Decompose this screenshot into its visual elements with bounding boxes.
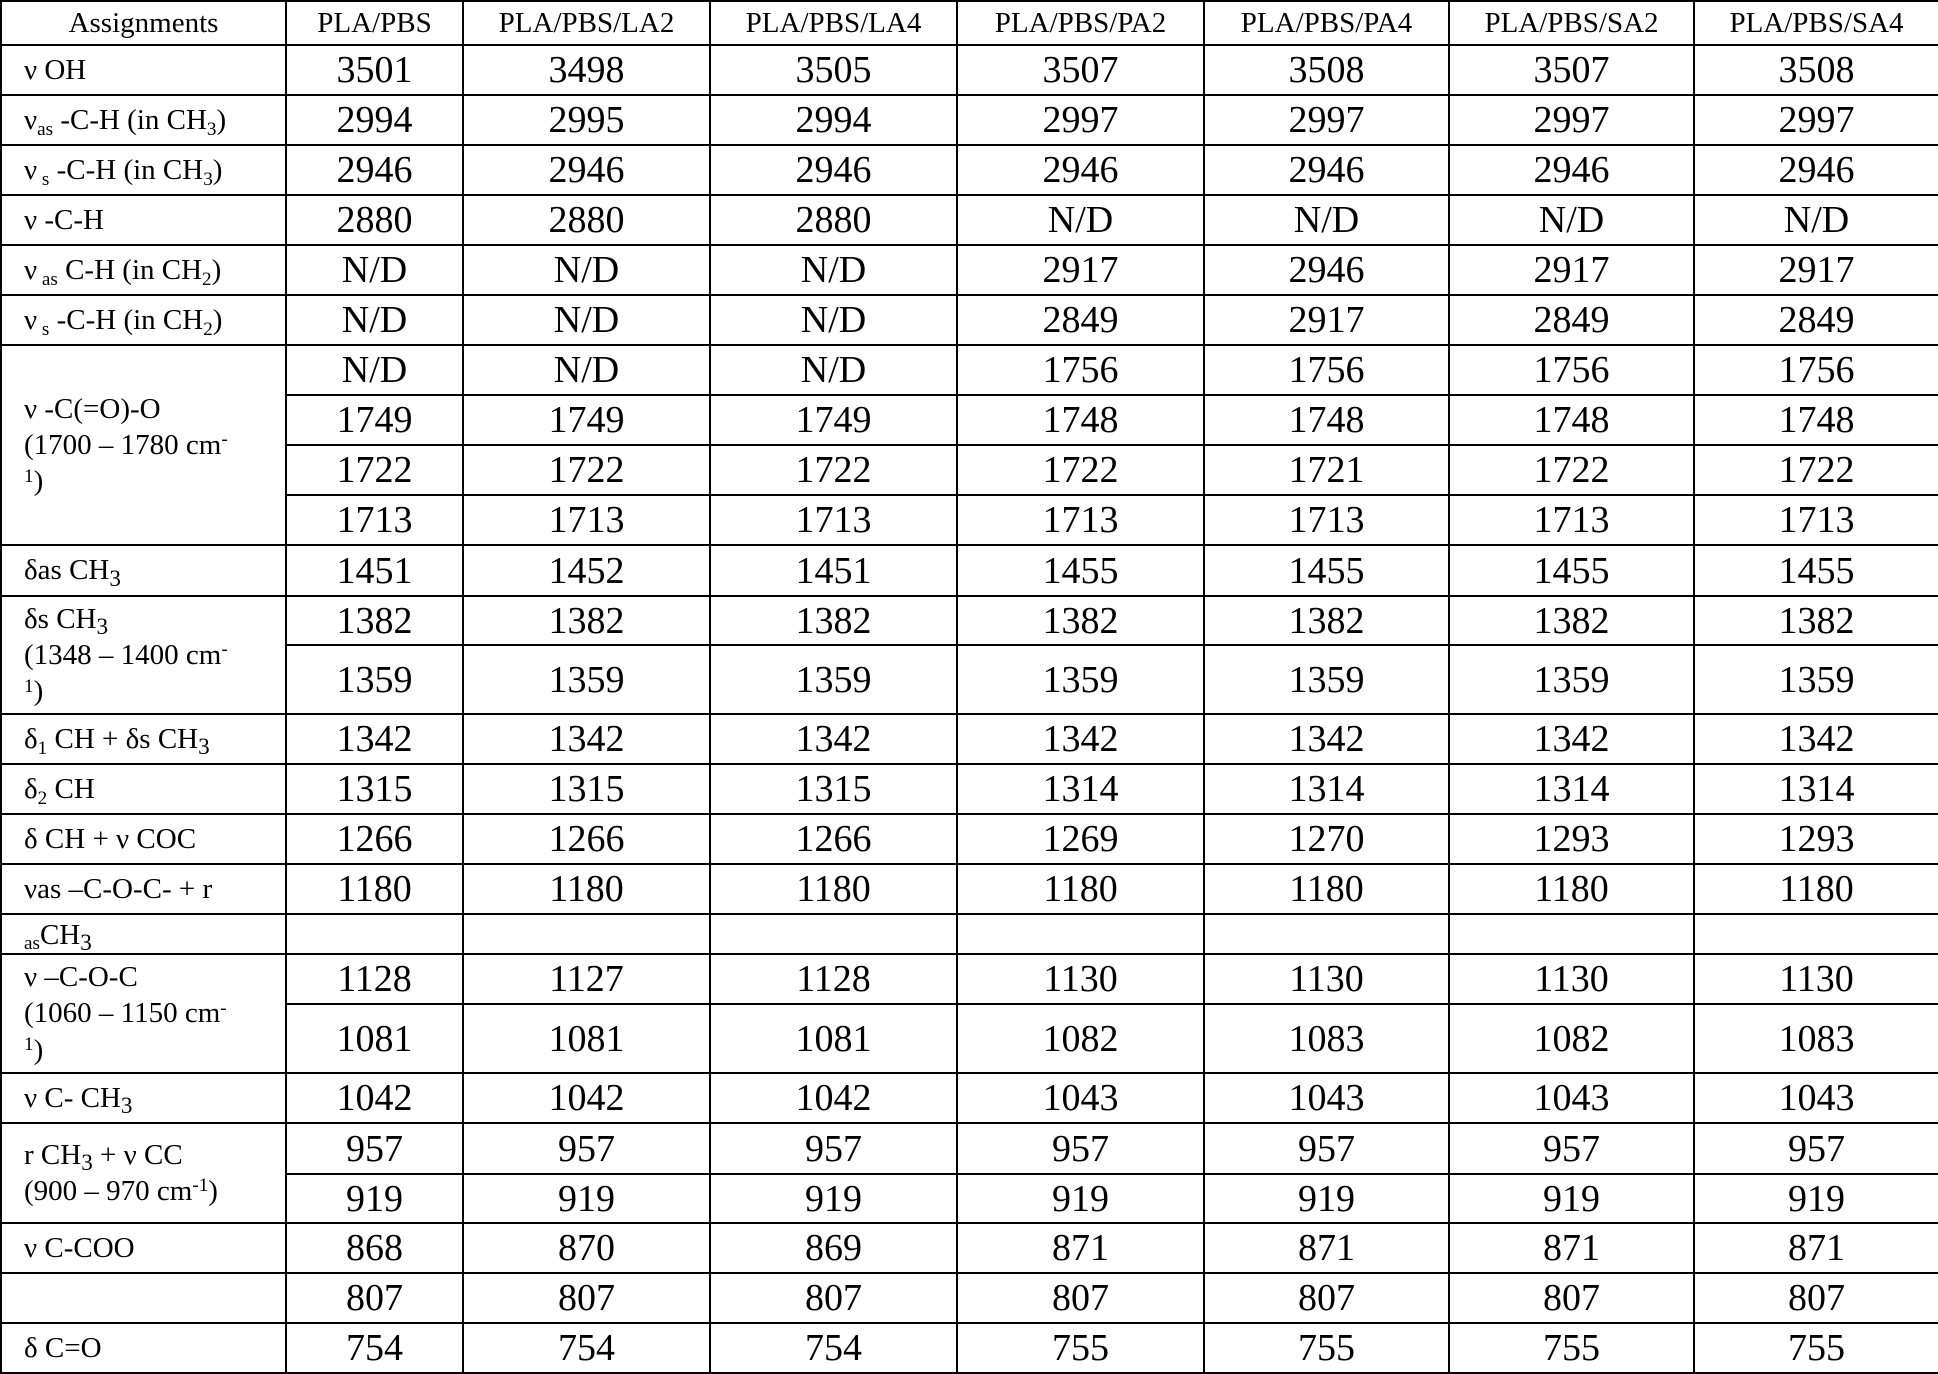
cell-pla-pbs-sa4: 1713	[1694, 495, 1938, 545]
cell-pla-pbs: N/D	[286, 245, 463, 295]
cell-pla-pbs-sa2: 919	[1449, 1174, 1694, 1223]
cell-pla-pbs-la2: N/D	[463, 345, 710, 395]
cell-pla-pbs-sa2: 1082	[1449, 1004, 1694, 1073]
cell-pla-pbs-sa2: 871	[1449, 1223, 1694, 1273]
cell-pla-pbs-la2: N/D	[463, 245, 710, 295]
cell-pla-pbs-sa4: 2997	[1694, 95, 1938, 145]
cell-pla-pbs-sa4: 957	[1694, 1123, 1938, 1174]
cell-pla-pbs-la2: 2995	[463, 95, 710, 145]
header-pla-pbs-sa4: PLA/PBS/SA4	[1694, 1, 1938, 45]
cell-pla-pbs: 754	[286, 1323, 463, 1373]
cell-pla-pbs-sa2: 2849	[1449, 295, 1694, 345]
cell-pla-pbs-la2: 2946	[463, 145, 710, 195]
cell-pla-pbs-sa4: 1756	[1694, 345, 1938, 395]
cell-pla-pbs: 919	[286, 1174, 463, 1223]
cell-pla-pbs-la2: 1713	[463, 495, 710, 545]
cell-pla-pbs-la4: N/D	[710, 295, 957, 345]
cell-pla-pbs-la4: 919	[710, 1174, 957, 1223]
cell-pla-pbs-pa2: 807	[957, 1273, 1204, 1323]
cell-pla-pbs-la2: 1127	[463, 954, 710, 1004]
cell-pla-pbs-pa2: 2917	[957, 245, 1204, 295]
table-row	[1, 1123, 1938, 1174]
cell-pla-pbs-pa2: 755	[957, 1323, 1204, 1373]
header-pla-pbs-la2: PLA/PBS/LA2	[463, 1, 710, 45]
assignment-cell: νas –C-O-C- + r	[1, 864, 286, 914]
cell-pla-pbs-la4: 1722	[710, 445, 957, 495]
cell-pla-pbs: 868	[286, 1223, 463, 1273]
cell-pla-pbs-pa4: 1180	[1204, 864, 1449, 914]
assignment-cell: ν -C(=O)-O (1700 – 1780 cm- $^1$)	[1, 345, 286, 545]
cell-pla-pbs-la2: 1749	[463, 395, 710, 445]
cell-pla-pbs-pa2: 1342	[957, 714, 1204, 764]
table-row	[1, 1223, 1938, 1273]
assignment-cell: ν OH	[1, 45, 286, 95]
assignment-cell: ν –C-O-C (1060 – 1150 cm- $^1$)	[1, 954, 286, 1073]
cell-pla-pbs-pa2: N/D	[957, 195, 1204, 245]
cell-pla-pbs-sa2: 1722	[1449, 445, 1694, 495]
cell-pla-pbs-la2: 1180	[463, 864, 710, 914]
cell-pla-pbs-la4: 3505	[710, 45, 957, 95]
cell-pla-pbs-la2	[463, 914, 710, 954]
cell-pla-pbs-pa4: 1382	[1204, 596, 1449, 645]
cell-pla-pbs-sa4: 1293	[1694, 814, 1938, 864]
cell-pla-pbs-pa4: 919	[1204, 1174, 1449, 1223]
table-row	[1, 714, 1938, 764]
table-row	[1, 1004, 1938, 1073]
cell-pla-pbs-la2: 1342	[463, 714, 710, 764]
assignment-cell: δ1 CH + δs $CH_3$	[1, 714, 286, 764]
header-pla-pbs-la4: PLA/PBS/LA4	[710, 1, 957, 45]
cell-pla-pbs-la2: 1266	[463, 814, 710, 864]
cell-pla-pbs-la2: 1359	[463, 645, 710, 714]
cell-pla-pbs-pa4: 1721	[1204, 445, 1449, 495]
cell-pla-pbs: 1342	[286, 714, 463, 764]
table-row	[1, 645, 1938, 714]
cell-pla-pbs-sa4: 1342	[1694, 714, 1938, 764]
cell-pla-pbs-la4: 1081	[710, 1004, 957, 1073]
table-row	[1, 295, 1938, 345]
table-row	[1, 864, 1938, 914]
cell-pla-pbs-sa2: 1293	[1449, 814, 1694, 864]
cell-pla-pbs-pa4: 2997	[1204, 95, 1449, 145]
table-row	[1, 545, 1938, 596]
cell-pla-pbs-pa2: 1756	[957, 345, 1204, 395]
table-row	[1, 914, 1938, 954]
cell-pla-pbs-la4: 1713	[710, 495, 957, 545]
table-row	[1, 195, 1938, 245]
cell-pla-pbs: 1749	[286, 395, 463, 445]
table-row	[1, 764, 1938, 814]
cell-pla-pbs-pa2: 1359	[957, 645, 1204, 714]
cell-pla-pbs-la2: 870	[463, 1223, 710, 1273]
table-row	[1, 45, 1938, 95]
table-row	[1, 445, 1938, 495]
cell-pla-pbs-sa2: 957	[1449, 1123, 1694, 1174]
cell-pla-pbs-sa2: 1314	[1449, 764, 1694, 814]
cell-pla-pbs-pa4: 1748	[1204, 395, 1449, 445]
cell-pla-pbs-pa4: 1043	[1204, 1073, 1449, 1123]
cell-pla-pbs-pa2: 1314	[957, 764, 1204, 814]
cell-pla-pbs-sa2: 3507	[1449, 45, 1694, 95]
cell-pla-pbs-pa2: 1722	[957, 445, 1204, 495]
assignment-cell: ν s -C-H (in CH3)	[1, 145, 286, 195]
cell-pla-pbs-pa2: 957	[957, 1123, 1204, 1174]
cell-pla-pbs-pa2: 1713	[957, 495, 1204, 545]
cell-pla-pbs-pa2: 2849	[957, 295, 1204, 345]
cell-pla-pbs-la2: 919	[463, 1174, 710, 1223]
cell-pla-pbs-la4: N/D	[710, 345, 957, 395]
cell-pla-pbs: 1713	[286, 495, 463, 545]
cell-pla-pbs-pa4: 2946	[1204, 145, 1449, 195]
table-row	[1, 395, 1938, 445]
cell-pla-pbs-sa4: 755	[1694, 1323, 1938, 1373]
cell-pla-pbs-sa4: 1130	[1694, 954, 1938, 1004]
cell-pla-pbs-pa2	[957, 914, 1204, 954]
assignment-cell: r $CH_3 + \nu$ CC (900 – 970 $cm^{-1}$)	[1, 1123, 286, 1223]
cell-pla-pbs-pa2: 1748	[957, 395, 1204, 445]
assignment-cell: ν C-COO	[1, 1223, 286, 1273]
cell-pla-pbs-sa2: N/D	[1449, 195, 1694, 245]
cell-pla-pbs-pa4: 1713	[1204, 495, 1449, 545]
cell-pla-pbs-pa4: 1270	[1204, 814, 1449, 864]
cell-pla-pbs-la4: 807	[710, 1273, 957, 1323]
cell-pla-pbs-la2: 1081	[463, 1004, 710, 1073]
cell-pla-pbs-sa2	[1449, 914, 1694, 954]
cell-pla-pbs: 1722	[286, 445, 463, 495]
assignment-cell: δ C=O	[1, 1323, 286, 1373]
cell-pla-pbs-la2: 957	[463, 1123, 710, 1174]
cell-pla-pbs-sa4: 1748	[1694, 395, 1938, 445]
table-row	[1, 814, 1938, 864]
cell-pla-pbs-pa4: 1756	[1204, 345, 1449, 395]
table-row	[1, 954, 1938, 1004]
cell-pla-pbs: 957	[286, 1123, 463, 1174]
cell-pla-pbs-la4: 754	[710, 1323, 957, 1373]
cell-pla-pbs-sa2: 1130	[1449, 954, 1694, 1004]
cell-pla-pbs: 1081	[286, 1004, 463, 1073]
cell-pla-pbs-la2: 1315	[463, 764, 710, 814]
cell-pla-pbs-pa2: 1082	[957, 1004, 1204, 1073]
assignment-cell: δ CH + ν COC	[1, 814, 286, 864]
cell-pla-pbs-la2: 754	[463, 1323, 710, 1373]
cell-pla-pbs-la4: 2994	[710, 95, 957, 145]
cell-pla-pbs-sa4: 919	[1694, 1174, 1938, 1223]
cell-pla-pbs-pa4: 1342	[1204, 714, 1449, 764]
cell-pla-pbs-la4: 1128	[710, 954, 957, 1004]
cell-pla-pbs-pa2: 2997	[957, 95, 1204, 145]
cell-pla-pbs: 1359	[286, 645, 463, 714]
cell-pla-pbs-la2: 1382	[463, 596, 710, 645]
table-row	[1, 245, 1938, 295]
cell-pla-pbs-sa2: 1748	[1449, 395, 1694, 445]
cell-pla-pbs-sa2: 755	[1449, 1323, 1694, 1373]
table-row	[1, 145, 1938, 195]
cell-pla-pbs-la4: 1359	[710, 645, 957, 714]
cell-pla-pbs-pa4	[1204, 914, 1449, 954]
cell-pla-pbs-sa4: 1314	[1694, 764, 1938, 814]
cell-pla-pbs-la4: 1749	[710, 395, 957, 445]
cell-pla-pbs-pa4: 755	[1204, 1323, 1449, 1373]
cell-pla-pbs-pa2: 919	[957, 1174, 1204, 1223]
cell-pla-pbs-pa4: 1359	[1204, 645, 1449, 714]
cell-pla-pbs: 1451	[286, 545, 463, 596]
assignment-cell: νas -C-H (in CH3)	[1, 95, 286, 145]
cell-pla-pbs: 1266	[286, 814, 463, 864]
cell-pla-pbs-pa4: 1083	[1204, 1004, 1449, 1073]
cell-pla-pbs-sa4: 2946	[1694, 145, 1938, 195]
cell-pla-pbs-sa4: 1455	[1694, 545, 1938, 596]
cell-pla-pbs-la2: 1452	[463, 545, 710, 596]
cell-pla-pbs-pa2: 1130	[957, 954, 1204, 1004]
cell-pla-pbs-pa2: 1043	[957, 1073, 1204, 1123]
header-pla-pbs: PLA/PBS	[286, 1, 463, 45]
cell-pla-pbs-sa4: 1043	[1694, 1073, 1938, 1123]
table-row	[1, 596, 1938, 645]
cell-pla-pbs: 3501	[286, 45, 463, 95]
cell-pla-pbs-sa4: 2849	[1694, 295, 1938, 345]
cell-pla-pbs-sa4: 1722	[1694, 445, 1938, 495]
cell-pla-pbs-la2: 807	[463, 1273, 710, 1323]
cell-pla-pbs-pa2: 1269	[957, 814, 1204, 864]
cell-pla-pbs-pa4: 3508	[1204, 45, 1449, 95]
assignment-cell: δ2 CH	[1, 764, 286, 814]
assignment-cell	[1, 1273, 286, 1323]
cell-pla-pbs-sa2: 1342	[1449, 714, 1694, 764]
cell-pla-pbs-sa2: 2946	[1449, 145, 1694, 195]
cell-pla-pbs-sa4: 1180	[1694, 864, 1938, 914]
cell-pla-pbs-sa2: 1043	[1449, 1073, 1694, 1123]
cell-pla-pbs-sa4: 807	[1694, 1273, 1938, 1323]
header-assignments: Assignments	[1, 1, 286, 45]
cell-pla-pbs-pa2: 871	[957, 1223, 1204, 1273]
cell-pla-pbs-pa4: 807	[1204, 1273, 1449, 1323]
header-pla-pbs-pa2: PLA/PBS/PA2	[957, 1, 1204, 45]
assignment-cell: ν C- $CH_3$	[1, 1073, 286, 1123]
cell-pla-pbs-pa4: 1314	[1204, 764, 1449, 814]
cell-pla-pbs-pa2: 2946	[957, 145, 1204, 195]
cell-pla-pbs-pa2: 1180	[957, 864, 1204, 914]
cell-pla-pbs-la4: 1382	[710, 596, 957, 645]
cell-pla-pbs-la4: 957	[710, 1123, 957, 1174]
cell-pla-pbs-pa4: 957	[1204, 1123, 1449, 1174]
table-row	[1, 95, 1938, 145]
cell-pla-pbs-sa2: 1359	[1449, 645, 1694, 714]
cell-pla-pbs-la4	[710, 914, 957, 954]
cell-pla-pbs-la4: 869	[710, 1223, 957, 1273]
cell-pla-pbs-pa4: 2946	[1204, 245, 1449, 295]
cell-pla-pbs-la2: N/D	[463, 295, 710, 345]
cell-pla-pbs: 1128	[286, 954, 463, 1004]
cell-pla-pbs-pa2: 3507	[957, 45, 1204, 95]
cell-pla-pbs: 1382	[286, 596, 463, 645]
cell-pla-pbs-pa4: 1130	[1204, 954, 1449, 1004]
assignment-cell: asCH$_3$	[1, 914, 286, 954]
cell-pla-pbs-sa2: 1455	[1449, 545, 1694, 596]
cell-pla-pbs-sa4: 1083	[1694, 1004, 1938, 1073]
assignment-cell: δas $CH_3$	[1, 545, 286, 596]
cell-pla-pbs-la4: 1180	[710, 864, 957, 914]
cell-pla-pbs-la4: 1315	[710, 764, 957, 814]
cell-pla-pbs-pa4: 871	[1204, 1223, 1449, 1273]
table-row	[1, 1073, 1938, 1123]
cell-pla-pbs-la4: N/D	[710, 245, 957, 295]
cell-pla-pbs: 807	[286, 1273, 463, 1323]
cell-pla-pbs-sa2: 2997	[1449, 95, 1694, 145]
cell-pla-pbs: N/D	[286, 295, 463, 345]
cell-pla-pbs-sa2: 807	[1449, 1273, 1694, 1323]
cell-pla-pbs-la2: 1722	[463, 445, 710, 495]
cell-pla-pbs-pa4: 1455	[1204, 545, 1449, 596]
cell-pla-pbs-la2: 1042	[463, 1073, 710, 1123]
cell-pla-pbs-sa4	[1694, 914, 1938, 954]
cell-pla-pbs-la2: 2880	[463, 195, 710, 245]
table-row	[1, 1273, 1938, 1323]
cell-pla-pbs-la4: 1266	[710, 814, 957, 864]
header-row	[1, 1, 1938, 45]
assignment-cell: δs $CH_3$ (1348 – 1400 cm- $^1$)	[1, 596, 286, 714]
cell-pla-pbs: 1042	[286, 1073, 463, 1123]
cell-pla-pbs-la4: 1451	[710, 545, 957, 596]
cell-pla-pbs-pa2: 1382	[957, 596, 1204, 645]
header-pla-pbs-sa2: PLA/PBS/SA2	[1449, 1, 1694, 45]
assignment-cell: ν s -C-H (in CH2)	[1, 295, 286, 345]
table-row	[1, 495, 1938, 545]
cell-pla-pbs-sa4: N/D	[1694, 195, 1938, 245]
cell-pla-pbs-la4: 2946	[710, 145, 957, 195]
table-row	[1, 1323, 1938, 1373]
cell-pla-pbs-sa2: 1180	[1449, 864, 1694, 914]
cell-pla-pbs-sa4: 871	[1694, 1223, 1938, 1273]
cell-pla-pbs-sa4: 3508	[1694, 45, 1938, 95]
cell-pla-pbs: 1180	[286, 864, 463, 914]
table-row	[1, 345, 1938, 395]
cell-pla-pbs	[286, 914, 463, 954]
table-row	[1, 1174, 1938, 1223]
assignment-cell: ν as C-H (in CH2)	[1, 245, 286, 295]
cell-pla-pbs-sa4: 2917	[1694, 245, 1938, 295]
cell-pla-pbs: N/D	[286, 345, 463, 395]
cell-pla-pbs-la4: 2880	[710, 195, 957, 245]
cell-pla-pbs-sa4: 1359	[1694, 645, 1938, 714]
cell-pla-pbs-sa2: 1713	[1449, 495, 1694, 545]
cell-pla-pbs-sa2: 1756	[1449, 345, 1694, 395]
cell-pla-pbs-pa4: N/D	[1204, 195, 1449, 245]
cell-pla-pbs-sa4: 1382	[1694, 596, 1938, 645]
cell-pla-pbs-pa4: 2917	[1204, 295, 1449, 345]
assignment-cell: ν -C-H	[1, 195, 286, 245]
cell-pla-pbs-la2: 3498	[463, 45, 710, 95]
cell-pla-pbs-la4: 1342	[710, 714, 957, 764]
header-pla-pbs-pa4: PLA/PBS/PA4	[1204, 1, 1449, 45]
cell-pla-pbs: 2994	[286, 95, 463, 145]
cell-pla-pbs: 1315	[286, 764, 463, 814]
cell-pla-pbs-pa2: 1455	[957, 545, 1204, 596]
cell-pla-pbs: 2880	[286, 195, 463, 245]
cell-pla-pbs-la4: 1042	[710, 1073, 957, 1123]
cell-pla-pbs: 2946	[286, 145, 463, 195]
cell-pla-pbs-sa2: 1382	[1449, 596, 1694, 645]
cell-pla-pbs-sa2: 2917	[1449, 245, 1694, 295]
